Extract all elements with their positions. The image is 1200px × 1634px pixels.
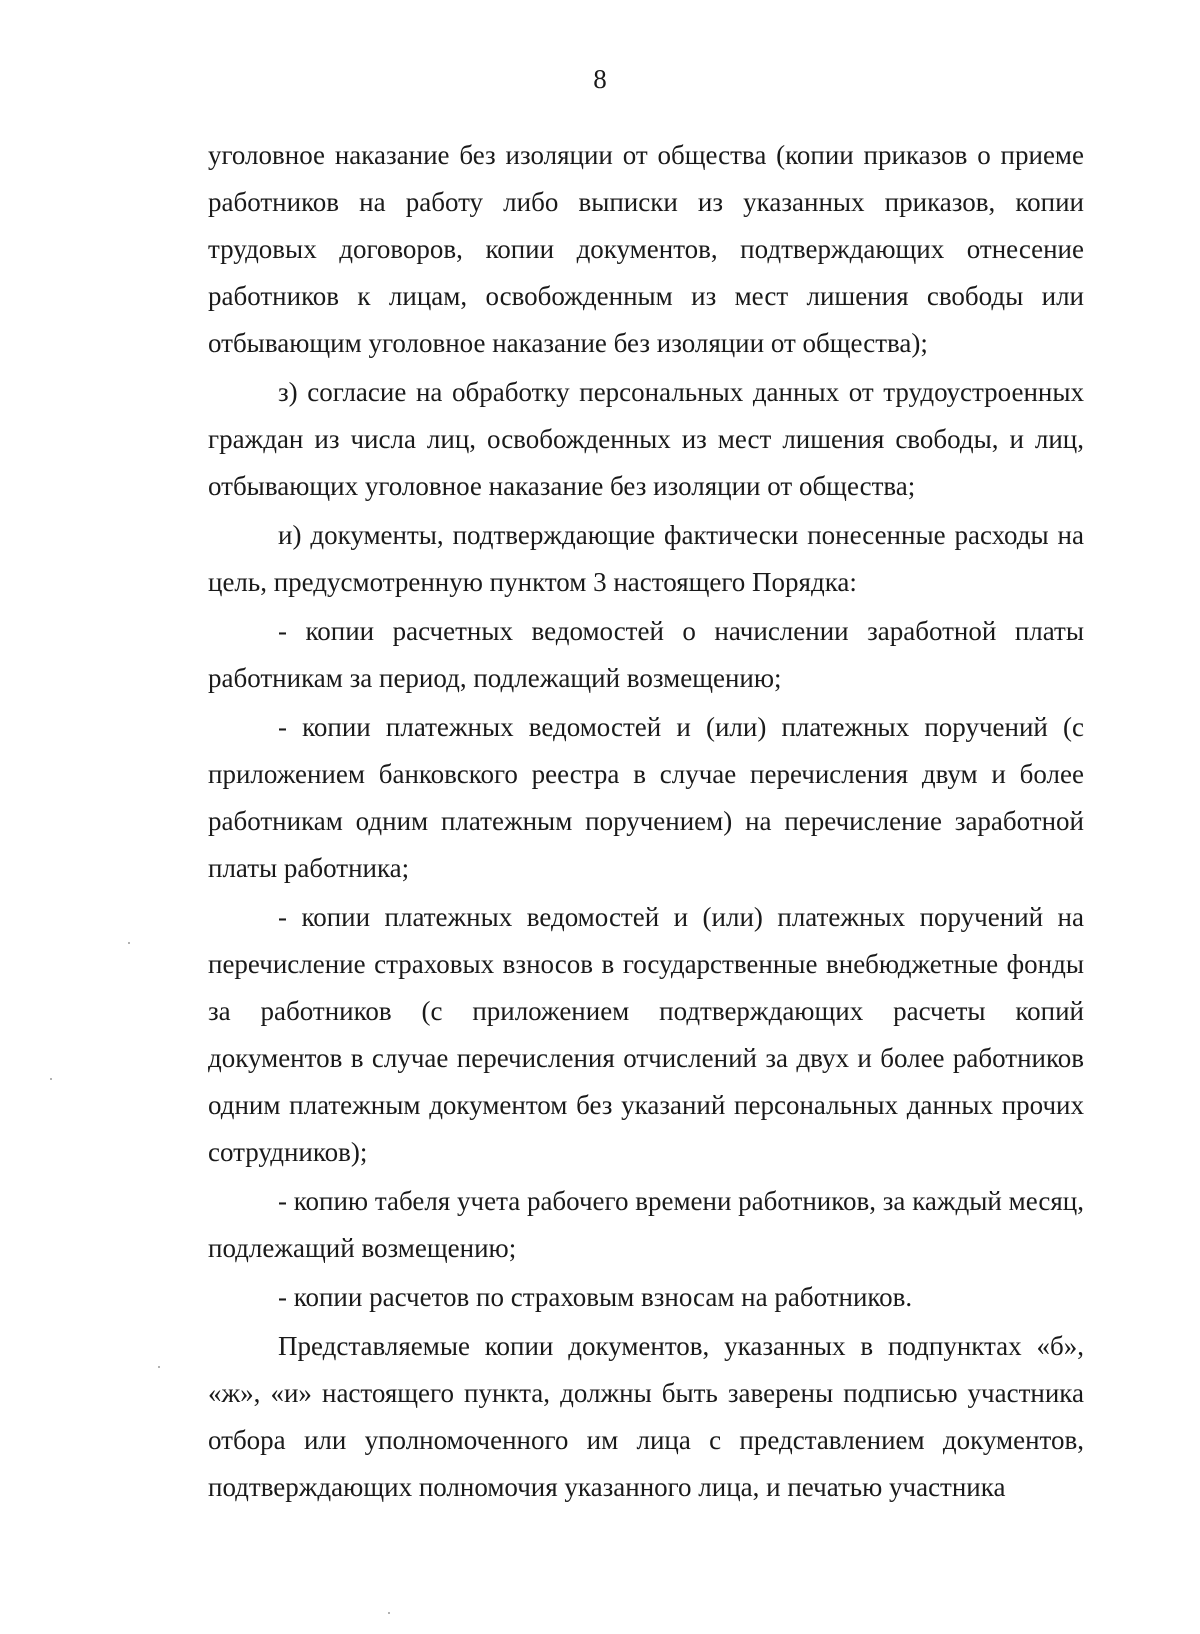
list-item-timesheet: - копию табеля учета рабочего времени работников, за каждый месяц, подлежащий возмещению; [208,1186,1084,1263]
list-item-payment-orders-insurance: - копии платежных ведомостей и (или) платежных поручений на перечисление страховых взносов в государственные внебюджетные фонды за работников (с приложением подтверждающих расчеты копий документов в случае перечисления отчислений за двух и более работников одним платежным документом без указаний персональных данных прочих сотрудников); [208,902,1084,1167]
scan-speck [158,1366,160,1368]
list-item-payroll-statements: - копии расчетных ведомостей о начислении заработной платы работникам за период, подлежащий возмещению; [208,616,1084,693]
paragraph-item-i: и) документы, подтверждающие фактически понесенные расходы на цель, предусмотренную пунктом 3 настоящего Порядка: [208,520,1084,597]
paragraph-continuation: уголовное наказание без изоляции от общества (копии приказов о приеме работников на работу либо выписки из указанных приказов, копии трудовых договоров, копии документов, подтверждающих отнесение работников к лицам, освобожденным из мест лишения свободы или отбывающим уголовное наказание без изоляции от общества); [208,140,1084,358]
scan-speck [128,942,130,944]
list-item-payment-orders-salary: - копии платежных ведомостей и (или) платежных поручений (с приложением банковского реестра в случае перечисления двум и более работникам одним платежным поручением) на перечисление заработной платы работника; [208,712,1084,883]
page-number: 8 [593,64,607,94]
paragraph-item-z: з) согласие на обработку персональных данных от трудоустроенных граждан из числа лиц, освобожденных из мест лишения свободы, и лиц, отбывающих уголовное наказание без изоляции от общества; [208,377,1084,501]
scan-speck [50,1078,52,1080]
scan-speck [388,1612,390,1614]
document-body [208,132,1084,1511]
paragraph-certification: Представляемые копии документов, указанных в подпунктах «б», «ж», «и» настоящего пункта, должны быть заверены подписью участника отбора или уполномоченного им лица с представлением документов, подтверждающих полномочия указанного лица, и печатью участника [208,1331,1084,1502]
list-item-insurance-calculations: - копии расчетов по страховым взносам на работников. [278,1282,913,1312]
